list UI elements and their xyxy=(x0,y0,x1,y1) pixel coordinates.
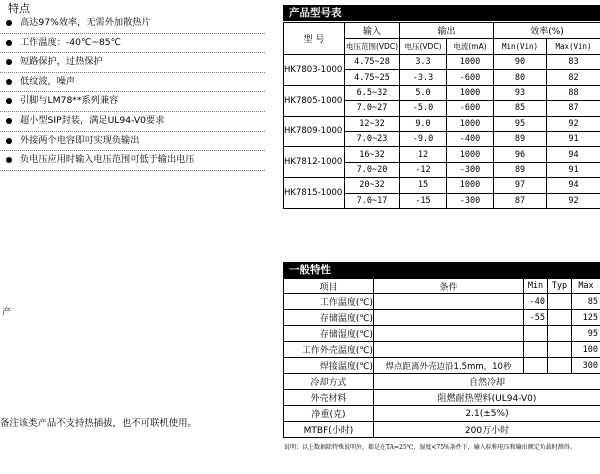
feature-item xyxy=(0,92,265,112)
bullet-icon xyxy=(6,79,12,85)
note-text: 该类产品不支持热插拔，也不可联机使用。 xyxy=(18,418,197,429)
efficiency-max: 94 xyxy=(547,178,600,193)
cell-condition: 焊点距离外壳边沿1.5mm，10秒 xyxy=(374,358,524,374)
output-voltage: 5.0 xyxy=(400,85,447,100)
efficiency-max: 83 xyxy=(547,55,600,70)
table-row xyxy=(284,116,600,131)
note xyxy=(0,415,197,429)
cell-max: 300 xyxy=(572,358,600,374)
output-current: -300 xyxy=(447,193,494,208)
header-row xyxy=(284,279,600,294)
cell-condition xyxy=(374,310,524,326)
cell-value: 200万小时 xyxy=(374,422,600,438)
features-title: 特点 xyxy=(8,2,30,15)
table-row xyxy=(284,55,600,70)
cell-max: 85 xyxy=(572,294,600,310)
output-current: 1000 xyxy=(447,147,494,162)
output-current: 1000 xyxy=(447,85,494,100)
header-output: 输出 xyxy=(400,23,494,39)
efficiency-max: 88 xyxy=(547,85,600,100)
output-current: 1000 xyxy=(447,116,494,131)
cell-value: 2.1(±5%) xyxy=(374,406,600,422)
header-eff-max: Max(Vin) xyxy=(547,39,600,55)
cell-max: 95 xyxy=(572,326,600,342)
table-row xyxy=(284,294,600,310)
output-voltage: -5.0 xyxy=(400,101,447,116)
feature-item xyxy=(0,132,265,152)
efficiency-max: 87 xyxy=(547,101,600,116)
cell-value: 自然冷却 xyxy=(374,374,600,390)
input-range: 7.0~23 xyxy=(345,131,400,146)
bullet-icon xyxy=(6,138,12,144)
output-voltage: 15 xyxy=(400,178,447,193)
model-name-cell xyxy=(284,85,345,116)
output-voltage: 9.0 xyxy=(400,116,447,131)
efficiency-max: 82 xyxy=(547,70,600,85)
efficiency-min: 96 xyxy=(494,147,547,162)
efficiency-min: 93 xyxy=(494,85,547,100)
header-eff-min: Min(Vin) xyxy=(494,39,547,55)
output-current: -400 xyxy=(447,131,494,146)
cell-min: -40 xyxy=(524,294,548,310)
cell-item: 净重(克) xyxy=(284,406,374,422)
cell-min: -55 xyxy=(524,310,548,326)
cell-item: 存储温度(℃) xyxy=(284,310,374,326)
efficiency-min: 85 xyxy=(494,101,547,116)
cell-min xyxy=(524,342,548,358)
model-name: HK7809-1000 xyxy=(284,126,343,137)
output-voltage: -9.0 xyxy=(400,131,447,146)
input-range: 7.0~17 xyxy=(345,193,400,208)
cell-max: 100 xyxy=(572,342,600,358)
feature-item xyxy=(0,112,265,132)
header-min: Min xyxy=(524,279,548,294)
table-row xyxy=(284,147,600,162)
efficiency-min: 97 xyxy=(494,178,547,193)
header-output-voltage: 电压(VDC) xyxy=(400,39,447,55)
feature-item xyxy=(0,14,265,34)
cell-item: 焊接温度(℃) xyxy=(284,358,374,374)
bullet-icon xyxy=(6,20,12,26)
output-current: 1000 xyxy=(447,55,494,70)
input-range: 16~32 xyxy=(345,147,400,162)
cell-typ xyxy=(548,326,572,342)
cell-condition xyxy=(374,294,524,310)
general-table xyxy=(283,278,600,438)
output-current: -300 xyxy=(447,162,494,177)
header-typ: Typ xyxy=(548,279,572,294)
model-name: HK7803-1000 xyxy=(284,64,343,75)
table-row xyxy=(284,310,600,326)
output-voltage: -3.3 xyxy=(400,70,447,85)
efficiency-min: 89 xyxy=(494,162,547,177)
feature-text: 高达97%效率，无需外加散热片 xyxy=(20,17,151,28)
efficiency-max: 92 xyxy=(547,116,600,131)
features-list xyxy=(0,14,265,171)
output-current: 1000 xyxy=(447,178,494,193)
cell-max: 125 xyxy=(572,310,600,326)
model-name-cell xyxy=(284,147,345,178)
input-range: 7.0~20 xyxy=(345,162,400,177)
feature-item xyxy=(0,73,265,93)
input-range: 4.75~25 xyxy=(345,70,400,85)
model-name: HK7805-1000 xyxy=(284,95,343,106)
model-table-title: 产品型号表 xyxy=(283,5,600,21)
feature-text: 低纹波，噪声 xyxy=(20,75,76,87)
table-row xyxy=(284,422,600,438)
model-table xyxy=(283,22,600,209)
cell-typ xyxy=(548,342,572,358)
cell-item: 工作外壳温度(℃) xyxy=(284,342,374,358)
feature-text: 短路保护，过热保护 xyxy=(20,56,103,68)
table-row xyxy=(284,390,600,406)
model-name-cell xyxy=(284,55,345,86)
bullet-icon xyxy=(6,59,12,65)
cell-typ xyxy=(548,358,572,374)
cell-typ xyxy=(548,310,572,326)
model-name: HK7812-1000 xyxy=(284,157,343,168)
cell-min xyxy=(524,358,548,374)
efficiency-max: 92 xyxy=(547,193,600,208)
table-row xyxy=(284,326,600,342)
table-row xyxy=(284,342,600,358)
cell-condition xyxy=(374,342,524,358)
output-current: -600 xyxy=(447,70,494,85)
feature-item xyxy=(0,34,265,54)
note-label: 备注 xyxy=(0,418,19,429)
table-row xyxy=(284,358,600,374)
cell-item: 外壳材料 xyxy=(284,390,374,406)
cell-item: 工作温度(℃) xyxy=(284,294,374,310)
model-name: HK7815-1000 xyxy=(284,188,343,199)
feature-text: 负电压应用时输入电压范围可低于输出电压 xyxy=(20,154,195,166)
feature-text: 工作温度：-40℃~85℃ xyxy=(20,36,121,48)
table-row xyxy=(284,85,600,100)
feature-text: 引脚与LM78**系列兼容 xyxy=(20,95,119,107)
efficiency-max: 91 xyxy=(547,162,600,177)
efficiency-max: 91 xyxy=(547,131,600,146)
output-voltage: -15 xyxy=(400,193,447,208)
header-input: 输入 xyxy=(345,23,400,39)
output-voltage: 12 xyxy=(400,147,447,162)
cell-condition xyxy=(374,326,524,342)
input-range: 7.0~27 xyxy=(345,101,400,116)
header-input-range: 电压范围(VDC) xyxy=(345,39,400,55)
bullet-icon xyxy=(6,157,12,163)
bullet-icon xyxy=(6,98,12,104)
input-range: 6.5~32 xyxy=(345,85,400,100)
cell-item: MTBF(小时) xyxy=(284,422,374,438)
cell-item: 存储湿度(℃) xyxy=(284,326,374,342)
cell-value: 阻燃耐热塑料(UL94-V0) xyxy=(374,390,600,406)
table-row xyxy=(284,374,600,390)
model-name-cell xyxy=(284,116,345,147)
feature-text: 外接两个电容即可实现负输出 xyxy=(20,134,140,146)
bullet-icon xyxy=(6,40,12,46)
product-fragment-label: 产 xyxy=(2,307,12,318)
efficiency-min: 89 xyxy=(494,131,547,146)
footnote: 说明：以上数据除特殊说明外，都是在TA=25℃，湿度<75%条件下，输入标称电压和输出额定负载时测得。 xyxy=(284,444,576,451)
table-row xyxy=(284,178,600,193)
cell-min xyxy=(524,326,548,342)
feature-text: 超小型SIP封装，满足UL94-V0要求 xyxy=(20,114,165,126)
input-range: 4.75~28 xyxy=(345,55,400,70)
efficiency-max: 94 xyxy=(547,147,600,162)
header-output-current: 电流(mA) xyxy=(447,39,494,55)
header-model: 型 号 xyxy=(284,23,345,55)
feature-item xyxy=(0,53,265,73)
bullet-icon xyxy=(6,118,12,124)
output-voltage: 3.3 xyxy=(400,55,447,70)
header-item: 项目 xyxy=(284,279,374,294)
general-table-title: 一般特性 xyxy=(283,262,600,278)
feature-item xyxy=(0,151,265,171)
cell-item: 冷却方式 xyxy=(284,374,374,390)
input-range: 12~32 xyxy=(345,116,400,131)
model-name-cell xyxy=(284,178,345,209)
efficiency-min: 80 xyxy=(494,70,547,85)
efficiency-min: 95 xyxy=(494,116,547,131)
output-voltage: -12 xyxy=(400,162,447,177)
input-range: 20~32 xyxy=(345,178,400,193)
header-efficiency: 效率(%) xyxy=(494,23,600,39)
cell-typ xyxy=(548,294,572,310)
output-current: -600 xyxy=(447,101,494,116)
header-max: Max xyxy=(572,279,600,294)
table-row xyxy=(284,406,600,422)
efficiency-min: 90 xyxy=(494,55,547,70)
efficiency-min: 87 xyxy=(494,193,547,208)
header-condition: 条件 xyxy=(374,279,524,294)
